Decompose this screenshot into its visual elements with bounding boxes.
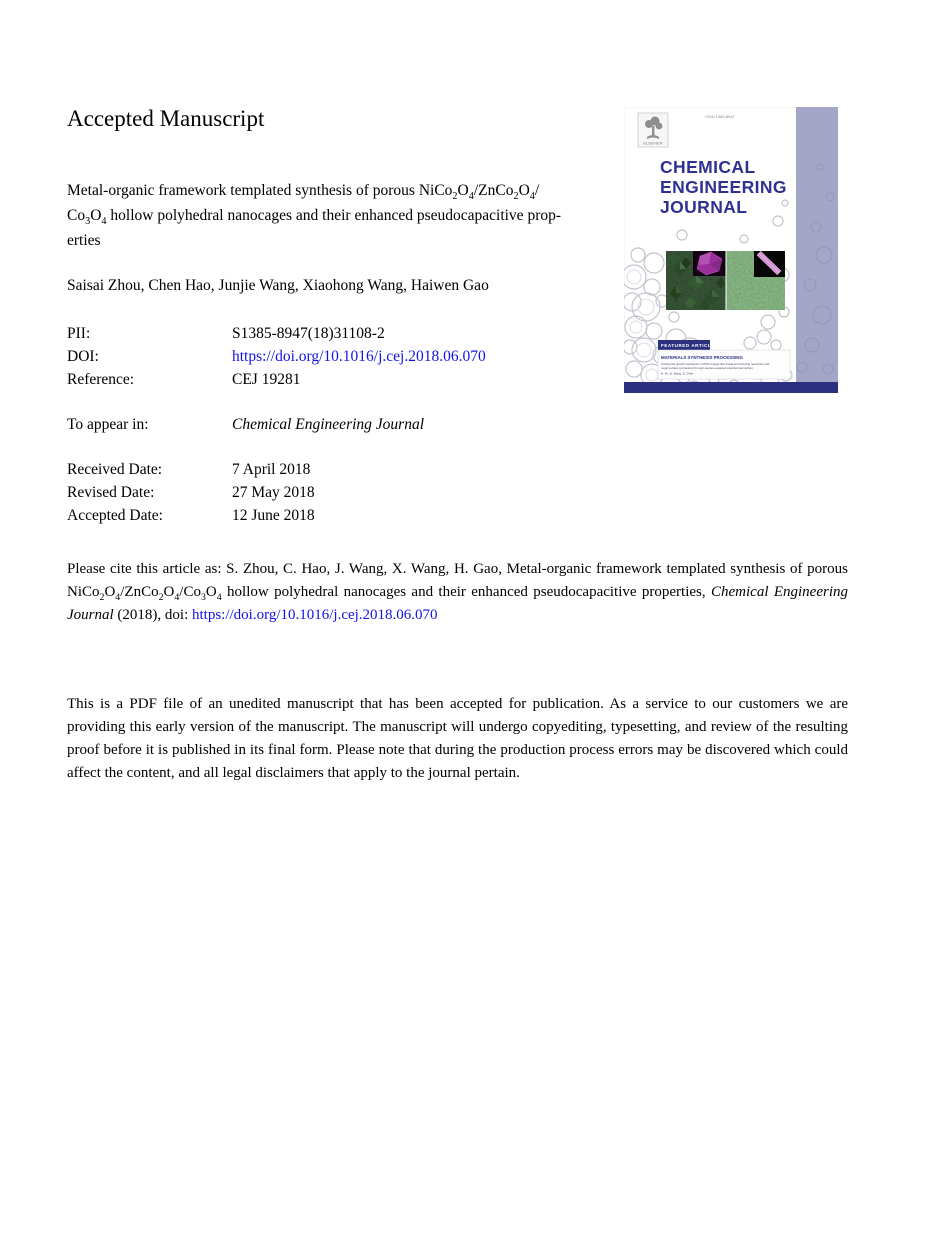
received-date-label: Received Date:: [67, 461, 163, 478]
meta-row-accepted-date: [67, 504, 627, 527]
received-date-value: 7 April 2018: [232, 461, 311, 478]
magenta-polyhedron-inset: [693, 251, 726, 276]
nanorod-inset: [754, 251, 785, 277]
meta-row-doi: [67, 345, 627, 368]
meta-row-revised-date: [67, 481, 627, 504]
author-list: Saisai Zhou, Chen Hao, Junjie Wang, Xiaohong Wang, Haiwen Gao: [67, 277, 489, 294]
cover-footer-band: [624, 382, 838, 393]
journal-cover-image: [624, 107, 838, 393]
svg-text:JOURNAL: JOURNAL: [660, 197, 748, 217]
featured-article-heading: MATERIALS SYNTHESIS PROCESSING: [661, 355, 743, 360]
disclaimer-text: This is a PDF file of an unedited manuscript that has been accepted for publication. As a service to our customers we are providing this early version of the manuscript. The manuscript will undergo copyediting, typesetting, and review of the resulting proof before it is published in its final form. Please note that during the production process errors may be discovered which could affect the content, and all legal disclaimers that apply to the journal pertain.: [67, 696, 848, 781]
elsevier-logo: [638, 113, 668, 147]
featured-article-desc-1: Probing the growth mechanism of PbTe hopper-like crystal and directing nanowires with: [661, 362, 770, 366]
doi-link[interactable]: https://doi.org/10.1016/j.cej.2018.06.070: [192, 607, 438, 623]
reference-label: Reference:: [67, 371, 135, 388]
svg-text:ELSEVIER: ELSEVIER: [643, 141, 663, 146]
accepted-date-value: 12 June 2018: [232, 507, 315, 524]
revised-date-label: Revised Date:: [67, 484, 155, 501]
journal-cover: [624, 107, 838, 393]
journal-name: Chemical Engineering Journal: [232, 416, 424, 433]
issn-text: ISSN 1385-8947: [705, 114, 735, 119]
page-title: Accepted Manuscript: [67, 106, 265, 131]
meta-row-reference: [67, 368, 627, 391]
citation-notice: Please cite this article as: S. Zhou, C. Hao, J. Wang, X. Wang, H. Gao, Metal-organic framework templated synthesis of porous $NiCo_2O_4/ZnCo_2O_4/Co_3O_4$ hollow polyhedral nanocages and their enhanced pseudocapacitive properties, Chemical Engineering Journal (2018), doi: https://doi.org/10.1016/j.cej.2018.06.070: [67, 561, 848, 623]
meta-row-pii: [67, 322, 627, 345]
featured-article-badge: [658, 340, 715, 350]
doi-link[interactable]: https://doi.org/10.1016/j.cej.2018.06.070: [232, 348, 486, 365]
svg-text:FEATURED ARTICLE: FEATURED ARTICLE: [661, 343, 715, 348]
reference-value: CEJ 19281: [232, 371, 301, 388]
svg-text:ENGINEERING: ENGINEERING: [660, 177, 787, 197]
pii-label: PII:: [67, 325, 91, 342]
svg-text:CHEMICAL: CHEMICAL: [660, 157, 756, 177]
to-appear-in-label: To appear in:: [67, 416, 149, 433]
pii-value: S1385-8947(18)31108-2: [232, 325, 385, 342]
featured-article-authors: H. Fu, Q. Wang, S. Chen: [661, 371, 694, 376]
featured-article-desc-2: rough surface synthesized through acetone-assisted solvothermal method: [661, 366, 753, 370]
article-title: Metal-organic framework templated synthesis of porous $NiCo_2O_4/ZnCo_2O_4/$ $Co_3O_4$ hollow polyhedral nanocages and their enhanced pseudocapacitive prop- erties: [67, 182, 562, 249]
meta-row-received-date: [67, 458, 627, 481]
revised-date-value: 27 May 2018: [232, 484, 315, 501]
doi-label: DOI:: [67, 348, 99, 365]
meta-row-to-appear-in: [67, 413, 627, 436]
cover-artwork: [666, 251, 785, 310]
accepted-date-label: Accepted Date:: [67, 507, 163, 524]
featured-article-box: [658, 350, 790, 379]
